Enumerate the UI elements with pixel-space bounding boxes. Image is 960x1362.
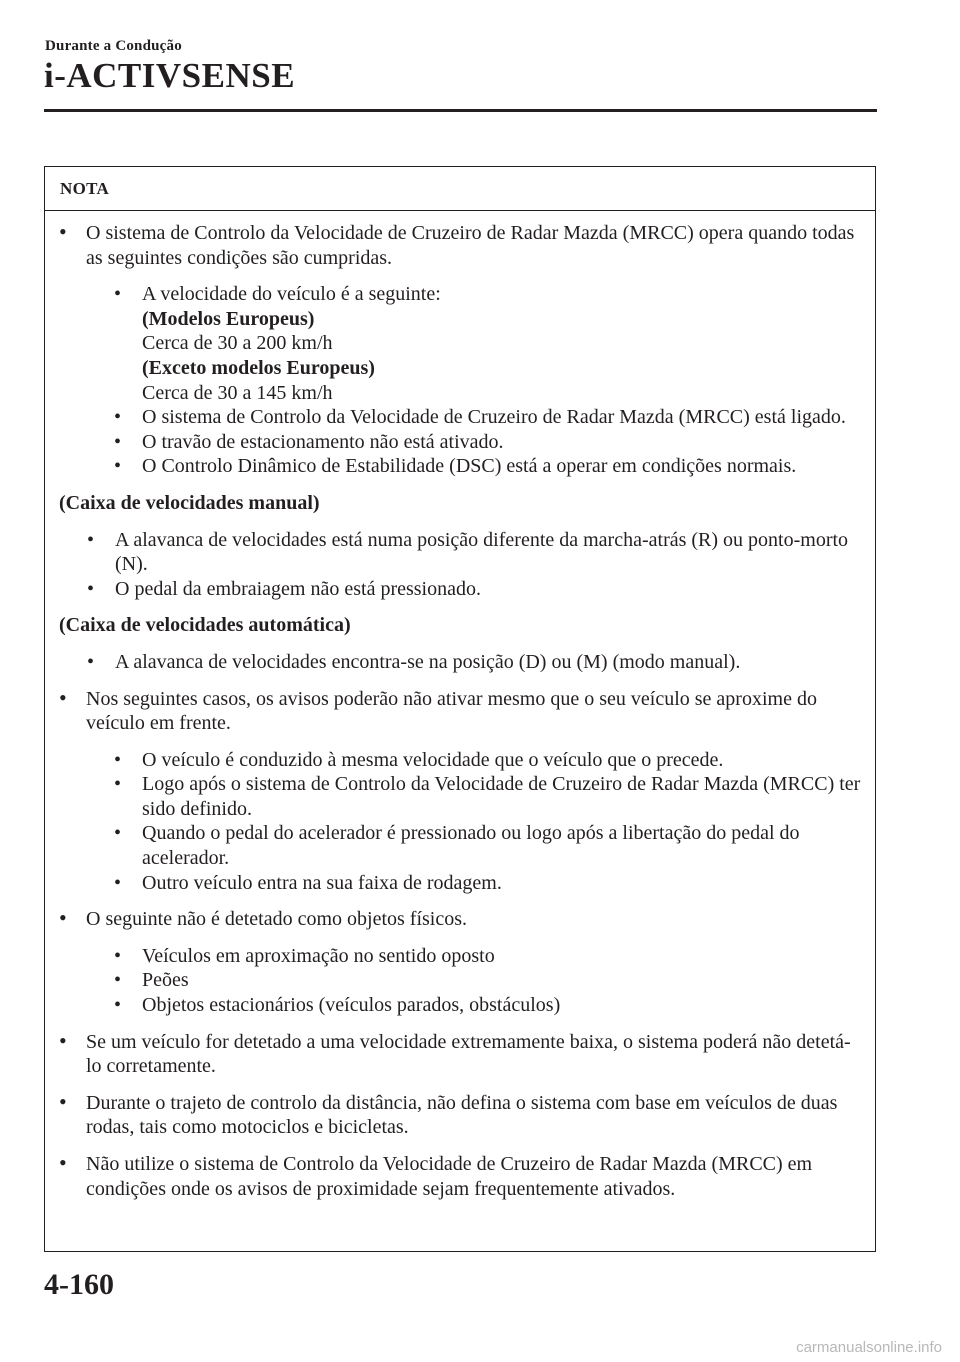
bullet-icon: •	[114, 455, 122, 478]
note-item	[59, 907, 861, 1017]
bullet-icon: •	[87, 650, 95, 673]
speed-eu-value: Cerca de 30 a 200 km/h	[142, 332, 333, 355]
auto-heading: (Caixa de velocidades automática)	[59, 614, 351, 637]
sub-item	[86, 748, 861, 773]
sub-item-text: O veículo é conduzido à mesma velocidade que o veículo que o precede.	[142, 748, 724, 771]
bullet-icon: •	[59, 905, 67, 931]
note-item	[59, 221, 861, 479]
sub-item-text: O sistema de Controlo da Velocidade de Cruzeiro de Radar Mazda (MRCC) está ligado.	[142, 406, 846, 429]
sub-item	[86, 282, 861, 405]
sub-item	[86, 454, 861, 479]
bullet-icon: •	[87, 528, 95, 551]
sub-item	[86, 993, 861, 1018]
note-title: NOTA	[45, 167, 875, 211]
sub-item-text: Objetos estacionários (veículos parados, obstáculos)	[142, 994, 561, 1017]
note-item-text: Nos seguintes casos, os avisos poderão não ativar mesmo que o seu veículo se aproxime do veículo em frente.	[86, 687, 817, 735]
sub-item	[59, 577, 861, 602]
manual-list	[59, 528, 861, 602]
bullet-icon: •	[87, 577, 95, 600]
sub-list	[86, 748, 861, 896]
manual-heading: (Caixa de velocidades manual)	[59, 491, 320, 514]
note-item-text: O sistema de Controlo da Velocidade de Cruzeiro de Radar Mazda (MRCC) opera quando todas as seguintes condições são cumpridas.	[86, 222, 855, 269]
sub-item	[86, 405, 861, 430]
note-box	[44, 166, 876, 1252]
sub-item-text: A alavanca de velocidades está numa posição diferente da marcha-atrás (R) ou ponto-morto (N).	[115, 528, 849, 576]
note-item-text: Se um veículo for detetado a uma velocidade extremamente baixa, o sistema poderá não detetá-lo corretamente.	[86, 1030, 851, 1078]
sub-item	[86, 968, 861, 993]
sub-item	[86, 772, 861, 821]
bullet-icon: •	[59, 1088, 67, 1114]
bullet-icon: •	[114, 406, 122, 429]
sub-item	[86, 430, 861, 455]
bullet-icon: •	[59, 1027, 67, 1053]
auto-list	[59, 650, 861, 675]
sub-item-text: Quando o pedal do acelerador é pressionado ou logo após a libertação do pedal do acelerador.	[142, 822, 800, 870]
bullet-icon: •	[114, 969, 122, 992]
sub-item	[86, 821, 861, 870]
bullet-icon: •	[114, 430, 122, 453]
bullet-icon: •	[59, 1150, 67, 1175]
sub-item-text: O travão de estacionamento não está ativado.	[142, 430, 504, 453]
bullet-icon: •	[114, 944, 122, 967]
sub-list	[86, 282, 861, 479]
note-item	[59, 1027, 861, 1079]
note-body	[45, 211, 875, 1201]
sub-item-text: Peões	[142, 969, 189, 992]
bullet-icon: •	[59, 219, 67, 244]
page-number: 4-160	[44, 1268, 114, 1301]
section-label: Durante a Condução	[45, 38, 182, 54]
sub-item-text: O pedal da embraiagem não está pressionado.	[115, 577, 481, 600]
sub-item-text: Veículos em aproximação no sentido oposto	[142, 944, 495, 967]
speed-intro: A velocidade do veículo é a seguinte:	[142, 283, 441, 306]
sub-item	[86, 871, 861, 896]
bullet-icon: •	[114, 283, 122, 306]
sub-item-text: Outro veículo entra na sua faixa de rodagem.	[142, 871, 502, 894]
sub-item-text: Logo após o sistema de Controlo da Velocidade de Cruzeiro de Radar Mazda (MRCC) ter sido definido.	[142, 773, 861, 820]
bullet-icon: •	[114, 994, 122, 1017]
bullet-icon: •	[114, 773, 122, 796]
sub-item-text: A alavanca de velocidades encontra-se na posição (D) ou (M) (modo manual).	[115, 650, 741, 673]
note-item	[59, 1152, 861, 1201]
bullet-icon: •	[114, 748, 122, 771]
bullet-icon: •	[59, 684, 67, 710]
header-divider	[44, 109, 877, 112]
sub-item	[59, 650, 861, 675]
note-item	[59, 1088, 861, 1140]
note-item-text: Durante o trajeto de controlo da distância, não defina o sistema com base em veículos de duas rodas, tais como motociclos e bicicletas.	[86, 1091, 838, 1139]
speed-eu-label: (Modelos Europeus)	[142, 307, 315, 330]
sub-item	[86, 944, 861, 969]
chapter-title: i-ACTIVSENSE	[44, 56, 296, 95]
note-list	[59, 221, 861, 1201]
speed-non-eu-label: (Exceto modelos Europeus)	[142, 356, 375, 379]
note-item-text: O seguinte não é detetado como objetos físicos.	[86, 908, 468, 931]
note-item-text: Não utilize o sistema de Controlo da Velocidade de Cruzeiro de Radar Mazda (MRCC) em condições onde os avisos de proximidade sejam frequentemente ativados.	[86, 1153, 813, 1200]
sub-item	[59, 528, 861, 577]
watermark: carmanualsonline.info	[796, 1339, 942, 1356]
manual-block	[59, 491, 861, 601]
sub-list	[86, 944, 861, 1018]
note-item	[59, 684, 861, 896]
speed-non-eu-value: Cerca de 30 a 145 km/h	[142, 381, 333, 404]
sub-item-text: O Controlo Dinâmico de Estabilidade (DSC) está a operar em condições normais.	[142, 455, 797, 478]
bullet-icon: •	[114, 871, 122, 894]
bullet-icon: •	[114, 822, 122, 845]
auto-block	[59, 613, 861, 674]
